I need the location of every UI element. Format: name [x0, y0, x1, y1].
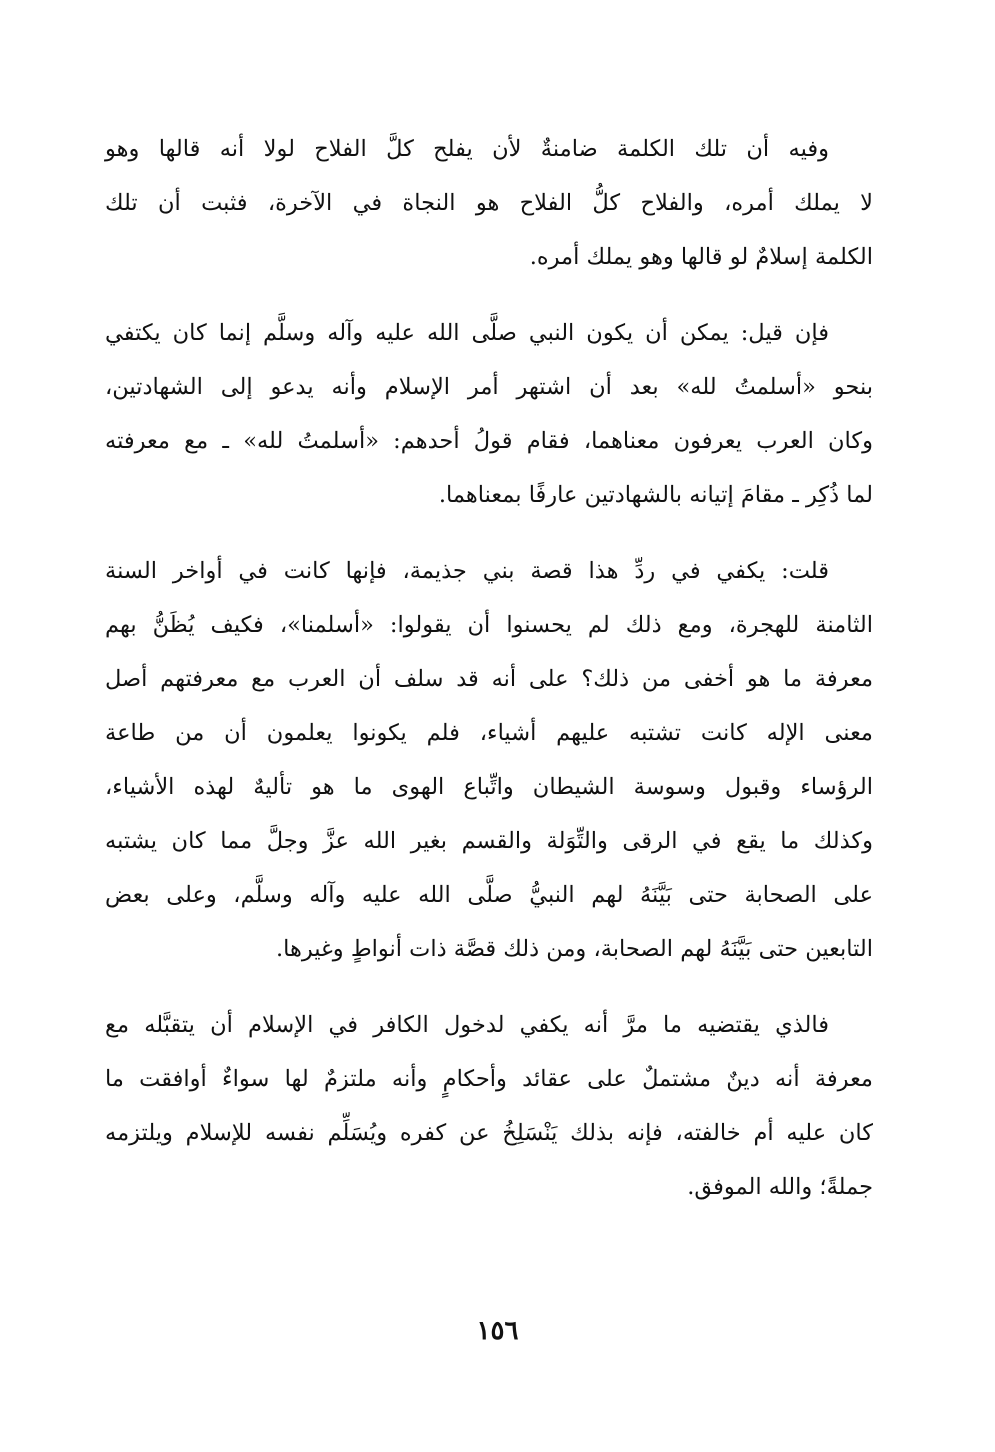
paragraph-1	[105, 122, 873, 284]
paragraph-4	[105, 998, 873, 1214]
text-line: قلت: يكفي في ردِّ هذا قصة بني جذيمة، فإنها كانت في أواخر السنة	[105, 558, 829, 584]
text-line: على الصحابة حتى بَيَّنَهُ لهم النبيُّ صلَّى الله عليه وآله وسلَّم، وعلى بعض	[105, 882, 873, 908]
text-line: معرفة ما هو أخفى من ذلك؟ على أنه قد سلف أن العرب مع معرفتهم أصل	[105, 666, 873, 692]
text-line: الثامنة للهجرة، ومع ذلك لم يحسنوا أن يقولوا: «أسلمنا»، فكيف يُظَنُّ بهم	[105, 612, 873, 638]
text-line: بنحو «أسلمتُ لله» بعد أن اشتهر أمر الإسلام وأنه يدعو إلى الشهادتين،	[105, 374, 873, 400]
text-line: وكان العرب يعرفون معناهما، فقام قولُ أحدهم: «أسلمتُ لله» ـ مع معرفته	[105, 428, 873, 454]
text-line: التابعين حتى بَيَّنَهُ لهم الصحابة، ومن ذلك قصَّة ذات أنواطٍ وغيرها.	[275, 936, 873, 962]
text-line: الرؤساء وقبول وسوسة الشيطان واتِّباع الهوى ما هو تأليهٌ لهذه الأشياء،	[105, 774, 873, 800]
text-line: معنى الإله كانت تشتبه عليهم أشياء، فلم يكونوا يعلمون أن من طاعة	[105, 720, 873, 746]
text-line: جملةً؛ والله الموفق.	[687, 1174, 873, 1200]
text-line: وكذلك ما يقع في الرقى والتِّوَلة والقسم بغير الله عزَّ وجلَّ مما كان يشتبه	[105, 828, 873, 854]
text-line: لا يملك أمره، والفلاح كلُّ الفلاح هو النجاة في الآخرة، فثبت أن تلك	[105, 190, 873, 216]
text-line: فإن قيل: يمكن أن يكون النبي صلَّى الله عليه وآله وسلَّم إنما كان يكتفي	[105, 320, 829, 346]
text-line: معرفة أنه دينٌ مشتملٌ على عقائد وأحكامٍ وأنه ملتزمٌ لها سواءٌ أوافقت ما	[105, 1066, 873, 1092]
paragraph-2	[105, 306, 873, 522]
page-number: ١٥٦	[476, 1316, 519, 1346]
page-body	[105, 122, 873, 1236]
text-line: كان عليه أم خالفته، فإنه بذلك يَنْسَلِخُ عن كفره ويُسَلِّم نفسه للإسلام ويلتزمه	[105, 1120, 873, 1146]
text-line: لما ذُكِر ـ مقامَ إتيانه بالشهادتين عارفًا بمعناهما.	[438, 482, 873, 508]
text-line: الكلمة إسلامٌ لو قالها وهو يملك أمره.	[529, 244, 873, 270]
text-line: فالذي يقتضيه ما مرَّ أنه يكفي لدخول الكافر في الإسلام أن يتقبَّله مع	[105, 1012, 829, 1038]
text-line: وفيه أن تلك الكلمة ضامنةٌ لأن يفلح كلَّ الفلاح لولا أنه قالها وهو	[105, 136, 829, 162]
paragraph-3	[105, 544, 873, 976]
